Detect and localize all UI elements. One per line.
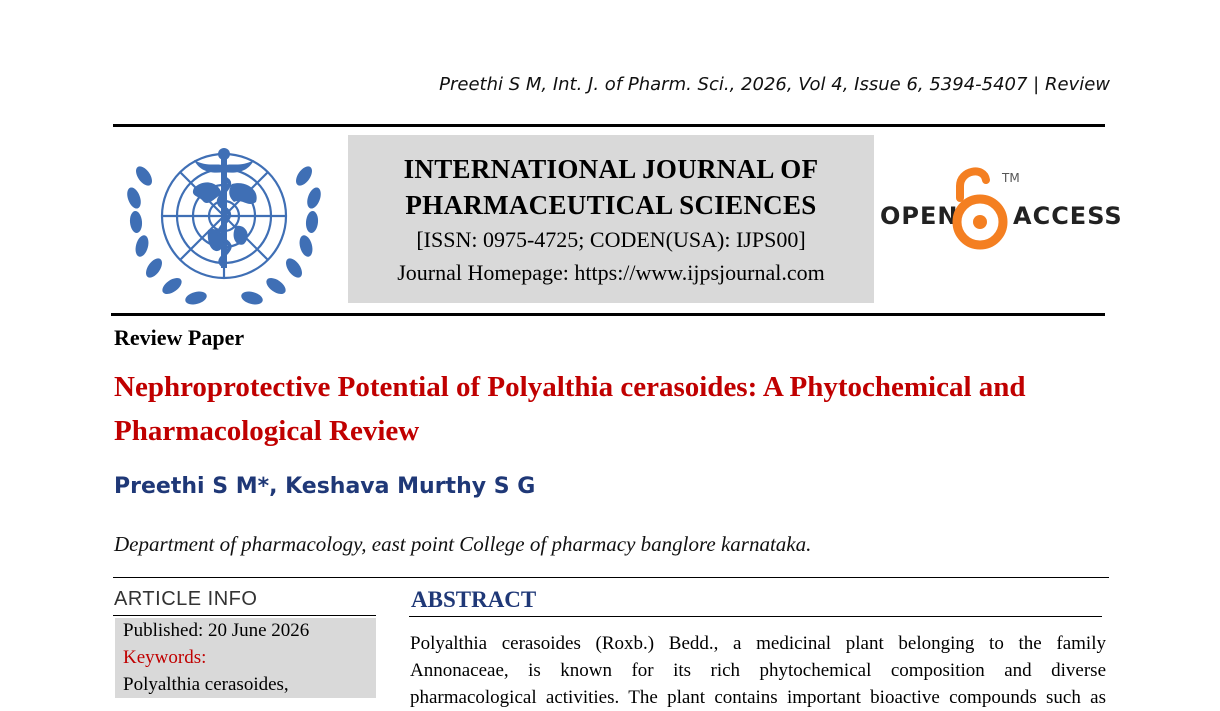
un-emblem-logo-icon — [124, 138, 330, 308]
abstract-line: Annonaceae, is known for its rich phytochemical composition and diverse — [410, 660, 1106, 681]
open-access-badge — [880, 166, 1123, 250]
header-rule-top — [113, 124, 1105, 127]
article-title: Nephroprotective Potential of Polyalthia cerasoides: A Phytochemical and Pharmacological Review — [114, 371, 1026, 447]
section-divider — [113, 577, 1109, 578]
article-info-box — [115, 618, 376, 698]
abstract-rule — [409, 616, 1102, 617]
journal-banner — [348, 135, 874, 303]
abstract-heading: ABSTRACT — [411, 587, 537, 612]
keywords-label: Keywords: — [123, 647, 207, 668]
open-access-right-text: ACCESS — [1013, 202, 1123, 230]
journal-title-line2: PHARMACEUTICAL SCIENCES — [405, 190, 817, 220]
open-access-lock-icon — [957, 171, 1003, 245]
abstract-body — [410, 630, 1106, 711]
journal-homepage[interactable]: Journal Homepage: https://www.ijpsjournal.com — [397, 260, 825, 285]
published-date: Published: 20 June 2026 — [123, 620, 310, 641]
journal-issn: [ISSN: 0975-4725; CODEN(USA): IJPS00] — [416, 227, 806, 252]
journal-logo — [124, 138, 330, 308]
abstract-line: pharmacological activities. The plant contains important bioactive compounds such as — [410, 687, 1106, 708]
keyword-item: Polyalthia cerasoides, — [123, 674, 289, 695]
author-affiliation: Department of pharmacology, east point College of pharmacy banglore karnataka. — [114, 532, 812, 556]
article-authors: Preethi S M*, Keshava Murthy S G — [114, 474, 536, 499]
open-access-left-text: OPEN — [880, 202, 959, 230]
header-rule-bottom — [111, 313, 1105, 316]
abstract-line: Polyalthia cerasoides (Roxb.) Bedd., a medicinal plant belonging to the family — [410, 633, 1106, 654]
article-info-heading: ARTICLE INFO — [114, 588, 258, 610]
journal-title-line1: INTERNATIONAL JOURNAL OF — [403, 154, 819, 184]
article-type-label: Review Paper — [114, 325, 245, 350]
citation-line: Preethi S M, Int. J. of Pharm. Sci., 2026, Vol 4, Issue 6, 5394-5407 | Review — [439, 74, 1110, 95]
article-info-rule — [113, 615, 376, 616]
trademark-mark: TM — [1002, 171, 1020, 185]
